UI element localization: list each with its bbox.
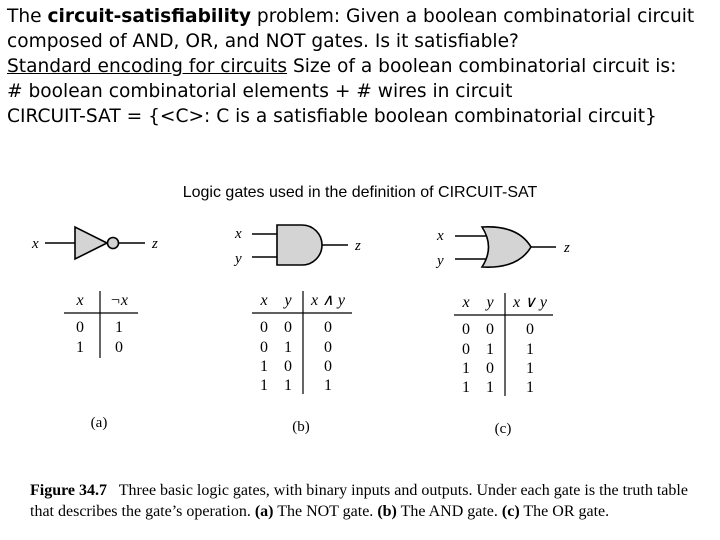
not-cell-0-0: 0: [76, 319, 84, 336]
and-cell-2-0: 1: [260, 358, 268, 375]
intro-l3-underlined: Standard encoding for circuits: [7, 56, 288, 77]
caption-a-label: (a): [254, 503, 274, 520]
or-header-0: x: [462, 294, 470, 311]
and-cell-2-1: 0: [284, 358, 292, 375]
or-input-y-label: y: [437, 253, 444, 269]
and-header-2: x ∧ y: [311, 292, 345, 309]
and-input-y-label: y: [235, 251, 242, 267]
intro-line-1: [7, 4, 719, 29]
or-gate: [435, 227, 570, 269]
intro-line-5: CIRCUIT-SAT = {<C>: C is a satisfiable boolean combinatorial circuit}: [7, 106, 657, 127]
caption-c-text: The OR gate.: [523, 503, 610, 520]
not-gate-icon: [75, 227, 107, 259]
not-gate-label: (a): [90, 415, 108, 431]
or-cell-3-2: 1: [526, 379, 534, 396]
or-gate-label: (c): [494, 421, 512, 437]
not-cell-0-1: 1: [115, 319, 123, 336]
not-header-1: ¬x: [110, 292, 128, 309]
caption-a-text: The NOT gate.: [277, 503, 374, 520]
and-cell-1-2: 0: [324, 339, 332, 356]
and-cell-3-1: 1: [284, 377, 292, 394]
caption-figure-label: Figure 34.7: [30, 482, 108, 499]
or-cell-0-0: 0: [462, 321, 470, 338]
caption-text: Three basic logic gates, with binary inputs and outputs. Under each gate is the truth table that describes the gate’s operation.: [30, 482, 688, 520]
or-cell-1-0: 0: [462, 341, 470, 358]
intro-line-2: composed of AND, OR, and NOT gates. Is it satisfiable?: [7, 31, 519, 52]
intro-line-4: # boolean combinatorial elements + # wires in circuit: [7, 81, 513, 102]
and-cell-2-2: 0: [324, 358, 332, 375]
and-cell-3-2: 1: [324, 377, 332, 394]
and-gate-icon: [277, 225, 322, 265]
caption-b-label: (b): [377, 503, 397, 520]
and-header-0: x: [260, 292, 268, 309]
not-input-label: x: [32, 236, 39, 252]
not-cell-1-0: 1: [76, 339, 84, 356]
or-cell-1-2: 1: [526, 341, 534, 358]
or-cell-3-0: 1: [462, 379, 470, 396]
or-cell-2-0: 1: [462, 360, 470, 377]
or-cell-1-1: 1: [486, 341, 494, 358]
and-header-1: y: [284, 292, 292, 309]
caption-b-text: The AND gate.: [400, 503, 498, 520]
and-truth-table: [252, 291, 352, 394]
or-cell-0-2: 0: [526, 321, 534, 338]
or-cell-2-1: 0: [486, 360, 494, 377]
and-gate-label: (b): [292, 419, 310, 435]
not-gate: [31, 227, 158, 259]
caption-c-label: (c): [501, 503, 520, 520]
or-cell-3-1: 1: [486, 379, 494, 396]
or-gate-icon: [482, 227, 531, 267]
intro-l1-pre: The: [7, 6, 48, 27]
or-input-x-label: x: [437, 228, 444, 244]
not-bubble-icon: [108, 238, 119, 249]
and-cell-1-0: 0: [260, 339, 268, 356]
and-cell-0-0: 0: [260, 319, 268, 336]
logic-gates-figure: [0, 210, 720, 440]
and-cell-0-1: 0: [284, 319, 292, 336]
not-header-0: x: [76, 292, 84, 309]
or-header-1: y: [486, 294, 494, 311]
intro-line-3: [7, 54, 719, 79]
intro-l1-post: problem: Given a boolean combinatorial circuit: [251, 6, 695, 27]
and-cell-3-0: 1: [260, 377, 268, 394]
or-cell-0-1: 0: [486, 321, 494, 338]
or-cell-2-2: 1: [526, 360, 534, 377]
or-truth-table: [454, 293, 553, 396]
or-output-label: z: [564, 240, 570, 256]
and-gate: [233, 225, 361, 267]
not-output-label: z: [152, 236, 158, 252]
and-cell-1-1: 1: [284, 339, 292, 356]
figure-title: Logic gates used in the definition of CIRCUIT-SAT: [182, 184, 538, 201]
intro-text: [7, 4, 719, 129]
and-cell-0-2: 0: [324, 319, 332, 336]
intro-l1-bold: circuit-satisfiability: [47, 6, 252, 27]
and-output-label: z: [355, 238, 361, 254]
not-cell-1-1: 0: [115, 339, 123, 356]
or-header-2: x ∨ y: [513, 294, 547, 311]
and-input-x-label: x: [235, 226, 242, 242]
figure-caption: [30, 480, 710, 522]
intro-l3-post: Size of a boolean combinatorial circuit is:: [287, 56, 677, 77]
not-truth-table: [64, 291, 138, 358]
